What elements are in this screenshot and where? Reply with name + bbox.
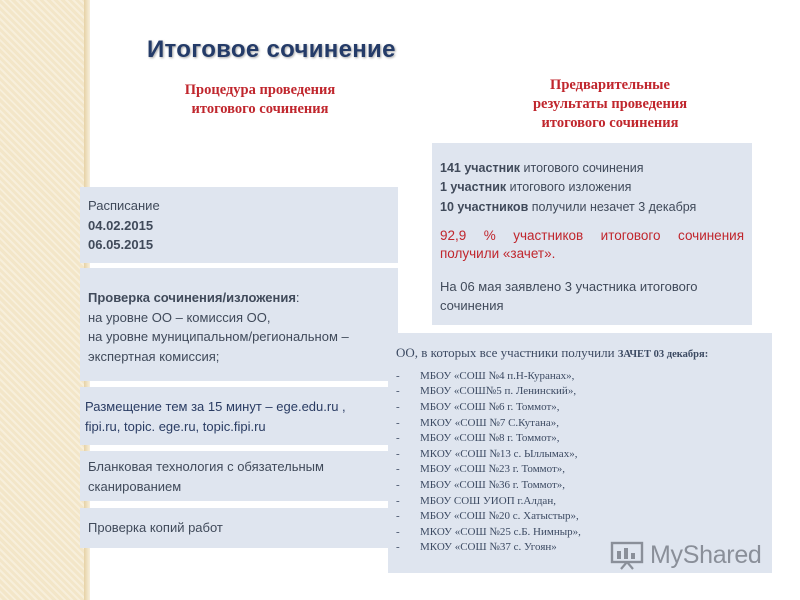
myshared-watermark bbox=[610, 537, 762, 573]
results-heading bbox=[500, 76, 720, 133]
school-name: МБОУ «СОШ №8 г. Томмот», bbox=[420, 432, 560, 445]
schedule-box bbox=[80, 187, 398, 263]
list-dash: - bbox=[396, 510, 400, 523]
school-name: МБОУ СОШ УИОП г.Алдан, bbox=[420, 494, 556, 507]
school-name: МБОУ «СОШ №36 г. Томмот», bbox=[420, 478, 566, 491]
school-name: МКОУ «СОШ №25 с.Б. Нимныр», bbox=[420, 525, 581, 538]
school-name: МБОУ «СОШ №20 с. Хатыстыр», bbox=[420, 510, 579, 523]
school-list-item bbox=[396, 416, 764, 432]
list-dash: - bbox=[396, 463, 400, 476]
school-list-item bbox=[396, 509, 764, 525]
topics-placement-box bbox=[80, 387, 398, 445]
list-dash: - bbox=[396, 432, 400, 445]
schools-list bbox=[396, 369, 764, 556]
school-list-item bbox=[396, 478, 764, 494]
topics-placement-line: Размещение тем за 15 минут – ege.edu.ru , bbox=[85, 399, 346, 414]
procedure-heading-line: итогового сочинения bbox=[191, 101, 329, 118]
result-count: 1 участник bbox=[440, 180, 507, 195]
school-name: МБОУ «СОШ №4 п.Н-Куранах», bbox=[420, 369, 575, 382]
school-name: МКОУ «СОШ №7 С.Кутана», bbox=[420, 416, 560, 429]
results-heading-line: итогового сочинения bbox=[541, 115, 679, 132]
schools-heading-line bbox=[396, 343, 764, 363]
blank-technology-text: Бланковая технология с обязательным сканированием bbox=[88, 459, 324, 494]
schools-heading: ОО, в которых все участники получили bbox=[396, 345, 615, 360]
school-list-item bbox=[396, 431, 764, 447]
school-name: МБОУ «СОШ №6 г. Томмот», bbox=[420, 400, 560, 413]
school-list-item bbox=[396, 384, 764, 400]
result-text: итогового сочинения bbox=[520, 161, 644, 175]
may-registration-note: На 06 мая заявлено 3 участника итогового сочинения bbox=[440, 278, 698, 314]
school-name: МБОУ «СОШ№5 п. Ленинский», bbox=[420, 385, 577, 398]
watermark-text: MyShared bbox=[650, 540, 762, 569]
essay-check-box bbox=[80, 268, 398, 381]
schedule-date: 06.05.2015 bbox=[88, 237, 154, 252]
school-list-item bbox=[396, 462, 764, 478]
result-line bbox=[440, 198, 744, 217]
result-text: итогового изложения bbox=[506, 180, 632, 195]
result-count: 10 участников bbox=[440, 199, 529, 214]
copies-check-box bbox=[80, 508, 398, 548]
copies-check-text: Проверка копий работ bbox=[88, 520, 223, 535]
schools-heading-date: ЗАЧЕТ 03 декабря: bbox=[617, 349, 709, 360]
results-heading-line: результаты проведения bbox=[532, 96, 688, 113]
preliminary-results-box bbox=[432, 143, 752, 325]
schedule-date: 04.02.2015 bbox=[88, 217, 154, 233]
essay-check-title-line bbox=[88, 288, 390, 308]
school-list-item bbox=[396, 369, 764, 385]
pass-rate-highlight: 92,9 % участников итогового сочинения получили «зачет». bbox=[440, 228, 744, 262]
essay-check-line: на уровне муниципальном/региональном – экспертная комиссия; bbox=[88, 329, 349, 364]
procedure-heading-line: Процедура проведения bbox=[184, 82, 336, 98]
list-dash: - bbox=[396, 525, 400, 538]
list-dash: - bbox=[396, 494, 400, 507]
list-dash: - bbox=[396, 369, 400, 382]
school-name: МКОУ «СОШ №37 с. Угоян» bbox=[420, 541, 557, 554]
school-name: МБОУ «СОШ №23 г. Томмот», bbox=[420, 463, 566, 476]
list-dash: - bbox=[396, 416, 400, 429]
school-list-item bbox=[396, 494, 764, 510]
essay-check-title-colon: : bbox=[295, 290, 300, 305]
topics-placement-sites: fipi.ru, topic. ege.ru, topic.fipi.ru bbox=[85, 418, 266, 434]
result-count: 141 участник bbox=[440, 161, 521, 175]
presentation-board-icon bbox=[610, 540, 644, 570]
procedure-heading bbox=[150, 81, 370, 119]
schedule-label: Расписание bbox=[88, 198, 160, 213]
school-list-item bbox=[396, 400, 764, 416]
list-dash: - bbox=[396, 385, 400, 398]
list-dash: - bbox=[396, 400, 400, 413]
list-dash: - bbox=[396, 478, 400, 491]
school-name: МКОУ «СОШ №13 с. Ыллымах», bbox=[420, 447, 578, 460]
decorative-left-stripe bbox=[0, 0, 90, 600]
essay-check-title: Проверка сочинения/изложения bbox=[88, 290, 296, 305]
page-title: Итоговое сочинение bbox=[147, 36, 396, 63]
result-line bbox=[440, 178, 744, 197]
results-heading-line: Предварительные bbox=[550, 77, 670, 93]
essay-check-line: на уровне ОО – комиссия ОО, bbox=[88, 309, 271, 325]
result-line bbox=[440, 159, 744, 178]
blank-technology-box bbox=[80, 451, 398, 501]
list-dash: - bbox=[396, 541, 400, 554]
list-dash: - bbox=[396, 447, 400, 460]
result-text: получили незачет 3 декабря bbox=[528, 199, 697, 214]
school-list-item bbox=[396, 447, 764, 463]
